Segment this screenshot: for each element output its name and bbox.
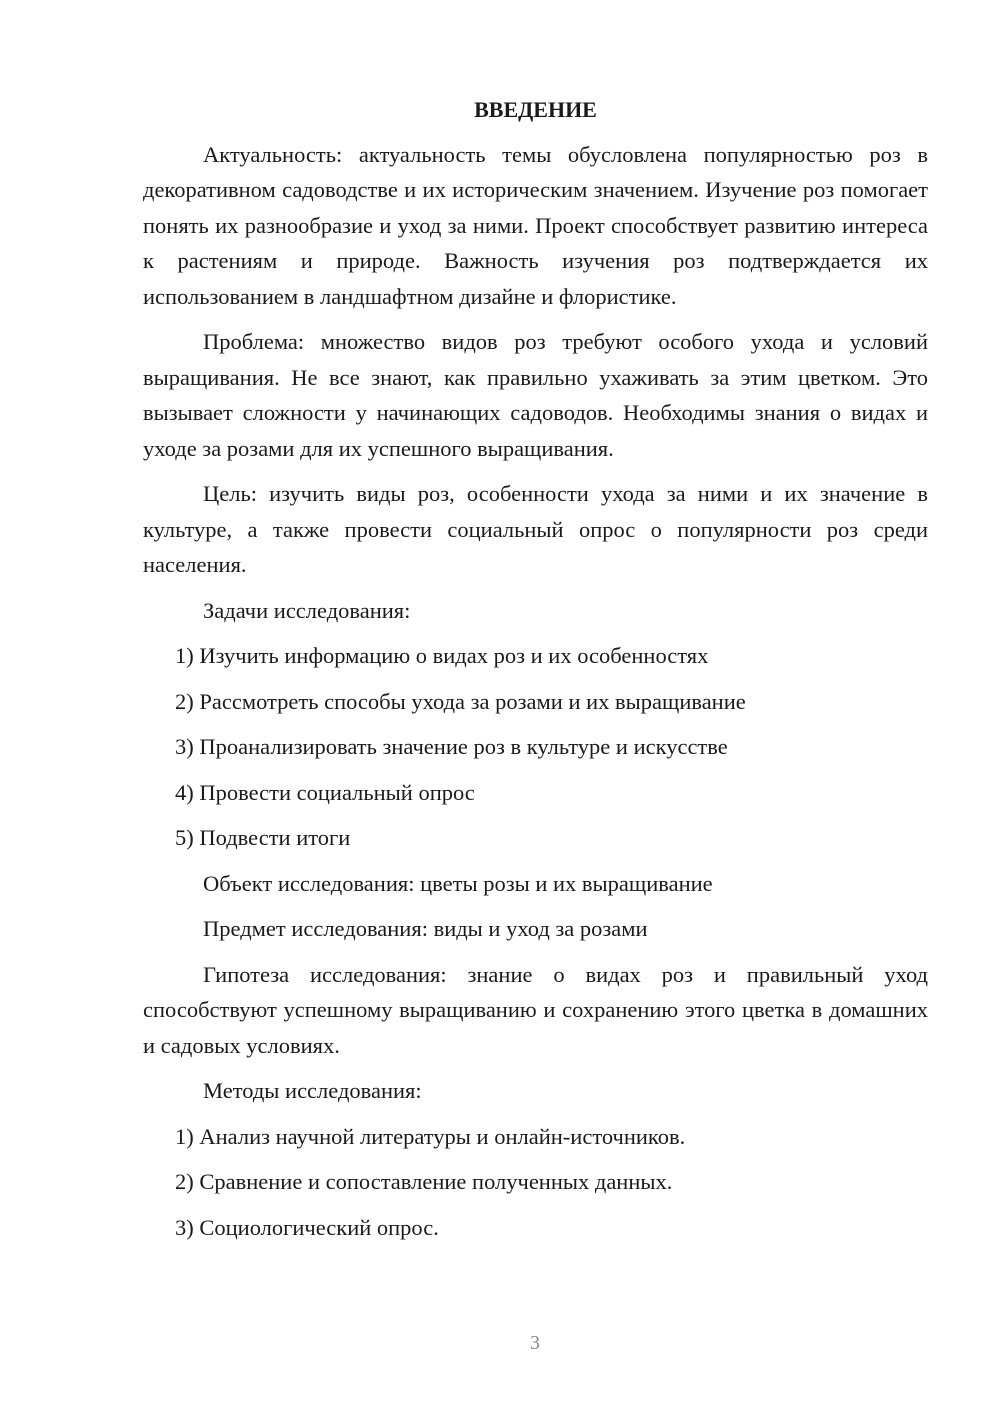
- methods-list: [143, 1119, 928, 1246]
- document-page: [143, 92, 928, 1255]
- problem-paragraph: Проблема: множество видов роз требуют особого ухода и условий выращивания. Не все знают, как правильно ухаживать за этим цветком. Это вызывает сложности у начинающих садоводов. Необходимы знания о видах и уходе за розами для их успешного выращивания.: [143, 329, 928, 461]
- list-item: 1) Анализ научной литературы и онлайн-источников.: [175, 1123, 686, 1149]
- page-number: 3: [530, 1332, 540, 1354]
- tasks-list: [143, 638, 928, 856]
- goal-paragraph: Цель: изучить виды роз, особенности ухода за ними и их значение в культуре, а также провести социальный опрос о популярности роз среди населения.: [143, 481, 928, 577]
- list-item: 3) Социологический опрос.: [175, 1214, 439, 1240]
- list-item: 2) Рассмотреть способы ухода за розами и их выращивание: [175, 688, 746, 714]
- hypothesis-paragraph: Гипотеза исследования: знание о видах роз и правильный уход способствуют успешному выращиванию и сохранению этого цветка в домашних и садовых условиях.: [143, 961, 928, 1058]
- list-item: 4) Провести социальный опрос: [175, 779, 475, 805]
- page-title: ВВЕДЕНИЕ: [474, 97, 597, 122]
- list-item: 2) Сравнение и сопоставление полученных данных.: [175, 1169, 673, 1194]
- relevance-paragraph: Актуальность: актуальность темы обусловлена популярностью роз в декоративном садоводстве и их историческим значением. Изучение роз помогает понять их разнообразие и уход за ними. Проект способствует развитию интереса к растениям и природе. Важность изучения роз подтверждается их использованием в ландшафтном дизайне и флористике.: [143, 141, 928, 309]
- list-item: 3) Проанализировать значение роз в культуре и искусстве: [175, 734, 728, 759]
- tasks-heading: Задачи исследования:: [203, 597, 411, 623]
- list-item: 5) Подвести итоги: [175, 825, 351, 850]
- object-line: Объект исследования: цветы розы и их выращивание: [203, 870, 713, 896]
- subject-line: Предмет исследования: виды и уход за розами: [203, 916, 648, 941]
- list-item: 1) Изучить информацию о видах роз и их особенностях: [175, 643, 709, 668]
- methods-heading: Методы исследования:: [203, 1078, 422, 1103]
